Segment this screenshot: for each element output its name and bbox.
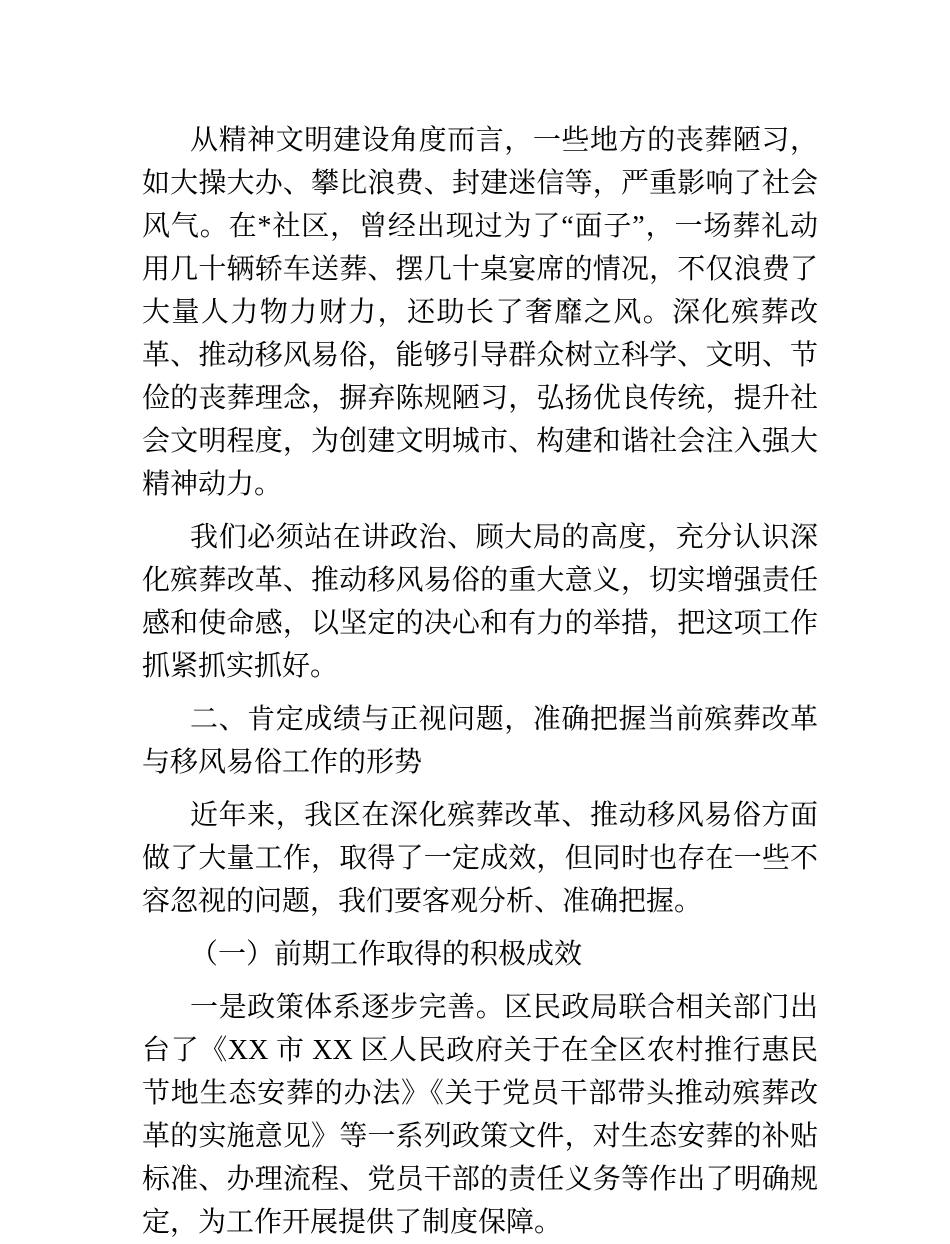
body-paragraph-3: 近年来，我区在深化殡葬改革、推动移风易俗方面做了大量工作，取得了一定成效，但同时也存在一些不容忽视的问题，我们要客观分析、准确把握。	[142, 800, 818, 917]
section-heading-2: 二、肯定成绩与正视问题，准确把握当前殡葬改革与移风易俗工作的形势	[142, 704, 818, 778]
subsection-heading-1: （一）前期工作取得的积极成效	[190, 939, 583, 970]
body-paragraph-2: 我们必须站在讲政治、顾大局的高度，充分认识深化殡葬改革、推动移风易俗的重大意义，切实增强责任感和使命感，以坚定的决心和有力的举措，把这项工作抓紧抓实抓好。	[142, 522, 818, 682]
body-paragraph-1: 从精神文明建设角度而言，一些地方的丧葬陋习，如大操大办、攀比浪费、封建迷信等，严重影响了社会风气。在*社区，曾经出现过为了“面子”，一场葬礼动用几十辆轿车送葬、摆几十桌宴席的情况，不仅浪费了大量人力物力财力，还助长了奢靡之风。深化殡葬改革、推动移风易俗，能够引导群众树立科学、文明、节俭的丧葬理念，摒弃陈规陋习，弘扬优良传统，提升社会文明程度，为创建文明城市、构建和谐社会注入强大精神动力。	[142, 125, 818, 500]
body-paragraph-4: 一是政策体系逐步完善。区民政局联合相关部门出台了《XX 市 XX 区人民政府关于在全区农村推行惠民节地生态安葬的办法》《关于党员干部带头推动殡葬改革的实施意见》等一系列政策文件，对生态安葬的补贴标准、办理流程、党员干部的责任义务等作出了明确规定，为工作开展提供了制度保障。	[142, 992, 818, 1238]
